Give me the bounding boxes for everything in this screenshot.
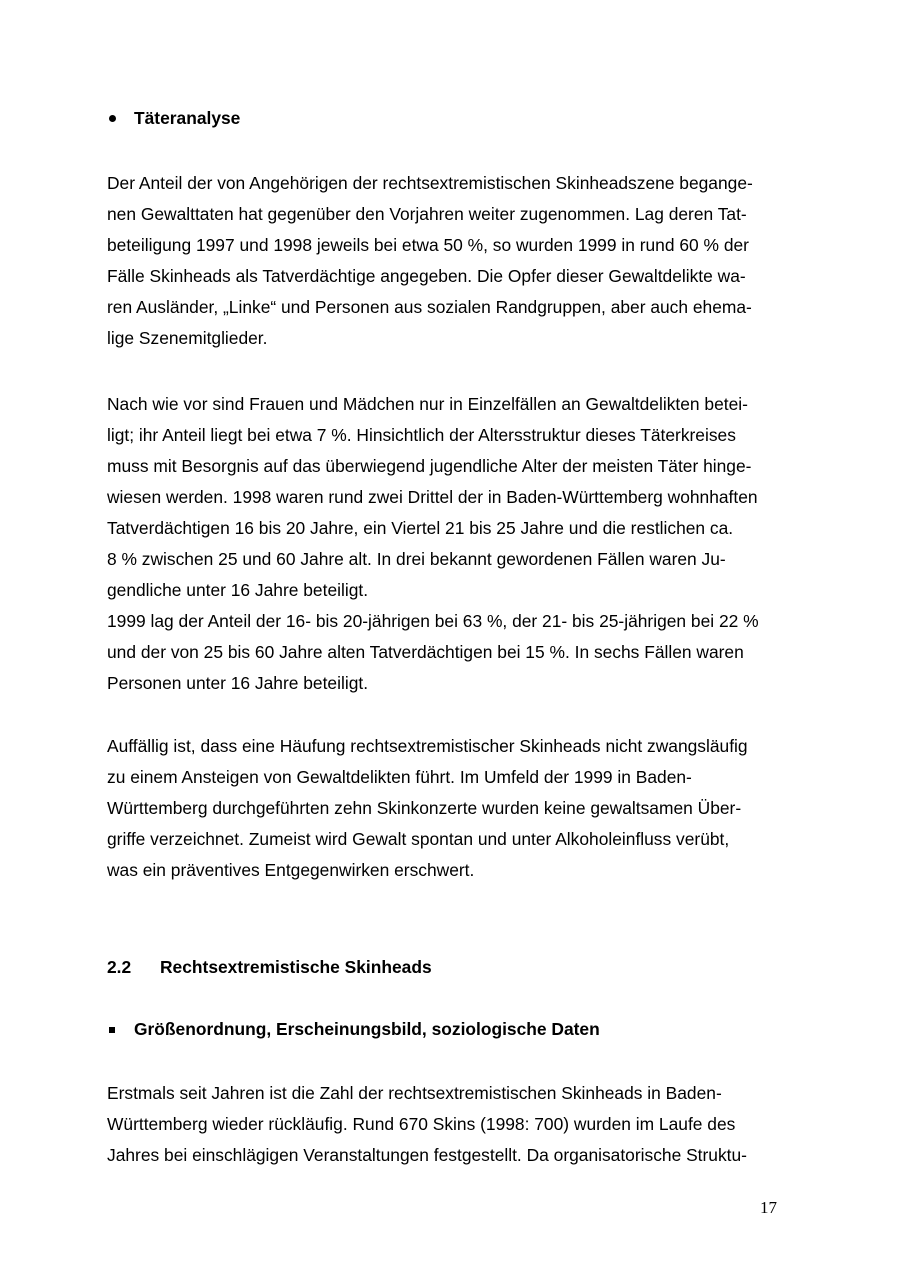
text-line: Jahres bei einschlägigen Veranstaltungen festgestellt. Da organisatorische Struktu-: [107, 1145, 747, 1165]
paragraph-4: [107, 1078, 797, 1171]
text-line: Erstmals seit Jahren ist die Zahl der rechtsextremistischen Skinheads in Baden-: [107, 1083, 722, 1103]
text-line: 8 % zwischen 25 und 60 Jahre alt. In drei bekannt gewordenen Fällen waren Ju-: [107, 549, 726, 569]
text-line: Der Anteil der von Angehörigen der rechtsextremistischen Skinheadszene begange-: [107, 173, 753, 193]
paragraph-3: [107, 731, 797, 886]
text-line: Fälle Skinheads als Tatverdächtige angegeben. Die Opfer dieser Gewaltdelikte wa-: [107, 266, 746, 286]
text-line: griffe verzeichnet. Zumeist wird Gewalt spontan und unter Alkoholeinfluss verübt,: [107, 829, 730, 849]
text-line: Nach wie vor sind Frauen und Mädchen nur in Einzelfällen an Gewaltdelikten betei-: [107, 394, 748, 414]
text-line: gendliche unter 16 Jahre beteiligt.: [107, 580, 369, 600]
text-line: ren Ausländer, „Linke“ und Personen aus sozialen Randgruppen, aber auch ehema-: [107, 297, 752, 317]
text-line: lige Szenemitglieder.: [107, 328, 268, 348]
text-line: zu einem Ansteigen von Gewaltdelikten führt. Im Umfeld der 1999 in Baden-: [107, 767, 692, 787]
text-line: Württemberg wieder rückläufig. Rund 670 Skins (1998: 700) wurden im Laufe des: [107, 1114, 736, 1134]
text-line: Tatverdächtigen 16 bis 20 Jahre, ein Viertel 21 bis 25 Jahre und die restlichen ca.: [107, 518, 734, 538]
section-heading-taeteranalyse: Täteranalyse: [134, 108, 241, 128]
page-number: 17: [760, 1198, 777, 1217]
text-line: was ein präventives Entgegenwirken erschwert.: [107, 860, 475, 880]
text-line: Auffällig ist, dass eine Häufung rechtsextremistischer Skinheads nicht zwangsläufig: [107, 736, 748, 756]
text-line: beteiligung 1997 und 1998 jeweils bei etwa 50 %, so wurden 1999 in rund 60 % der: [107, 235, 749, 255]
section-title: Rechtsextremistische Skinheads: [160, 957, 432, 977]
bullet-dot-icon: [109, 115, 116, 122]
paragraph-2: [107, 389, 797, 699]
bullet-square-icon: [109, 1027, 115, 1033]
section-heading-groessenordnung: Größenordnung, Erscheinungsbild, soziologische Daten: [134, 1019, 600, 1039]
text-line: muss mit Besorgnis auf das überwiegend jugendliche Alter der meisten Täter hinge-: [107, 456, 752, 476]
text-line: und der von 25 bis 60 Jahre alten Tatverdächtigen bei 15 %. In sechs Fällen waren: [107, 642, 744, 662]
text-line: wiesen werden. 1998 waren rund zwei Drittel der in Baden-Württemberg wohnhaften: [107, 487, 758, 507]
text-line: Württemberg durchgeführten zehn Skinkonzerte wurden keine gewaltsamen Über-: [107, 798, 742, 818]
text-line: nen Gewalttaten hat gegenüber den Vorjahren weiter zugenommen. Lag deren Tat-: [107, 204, 747, 224]
text-line: ligt; ihr Anteil liegt bei etwa 7 %. Hinsichtlich der Altersstruktur dieses Täterkreises: [107, 425, 736, 445]
text-line: Personen unter 16 Jahre beteiligt.: [107, 673, 369, 693]
section-number: 2.2: [107, 957, 132, 977]
text-line: 1999 lag der Anteil der 16- bis 20-jährigen bei 63 %, der 21- bis 25-jährigen bei 22 %: [107, 611, 759, 631]
paragraph-1: [107, 168, 797, 354]
